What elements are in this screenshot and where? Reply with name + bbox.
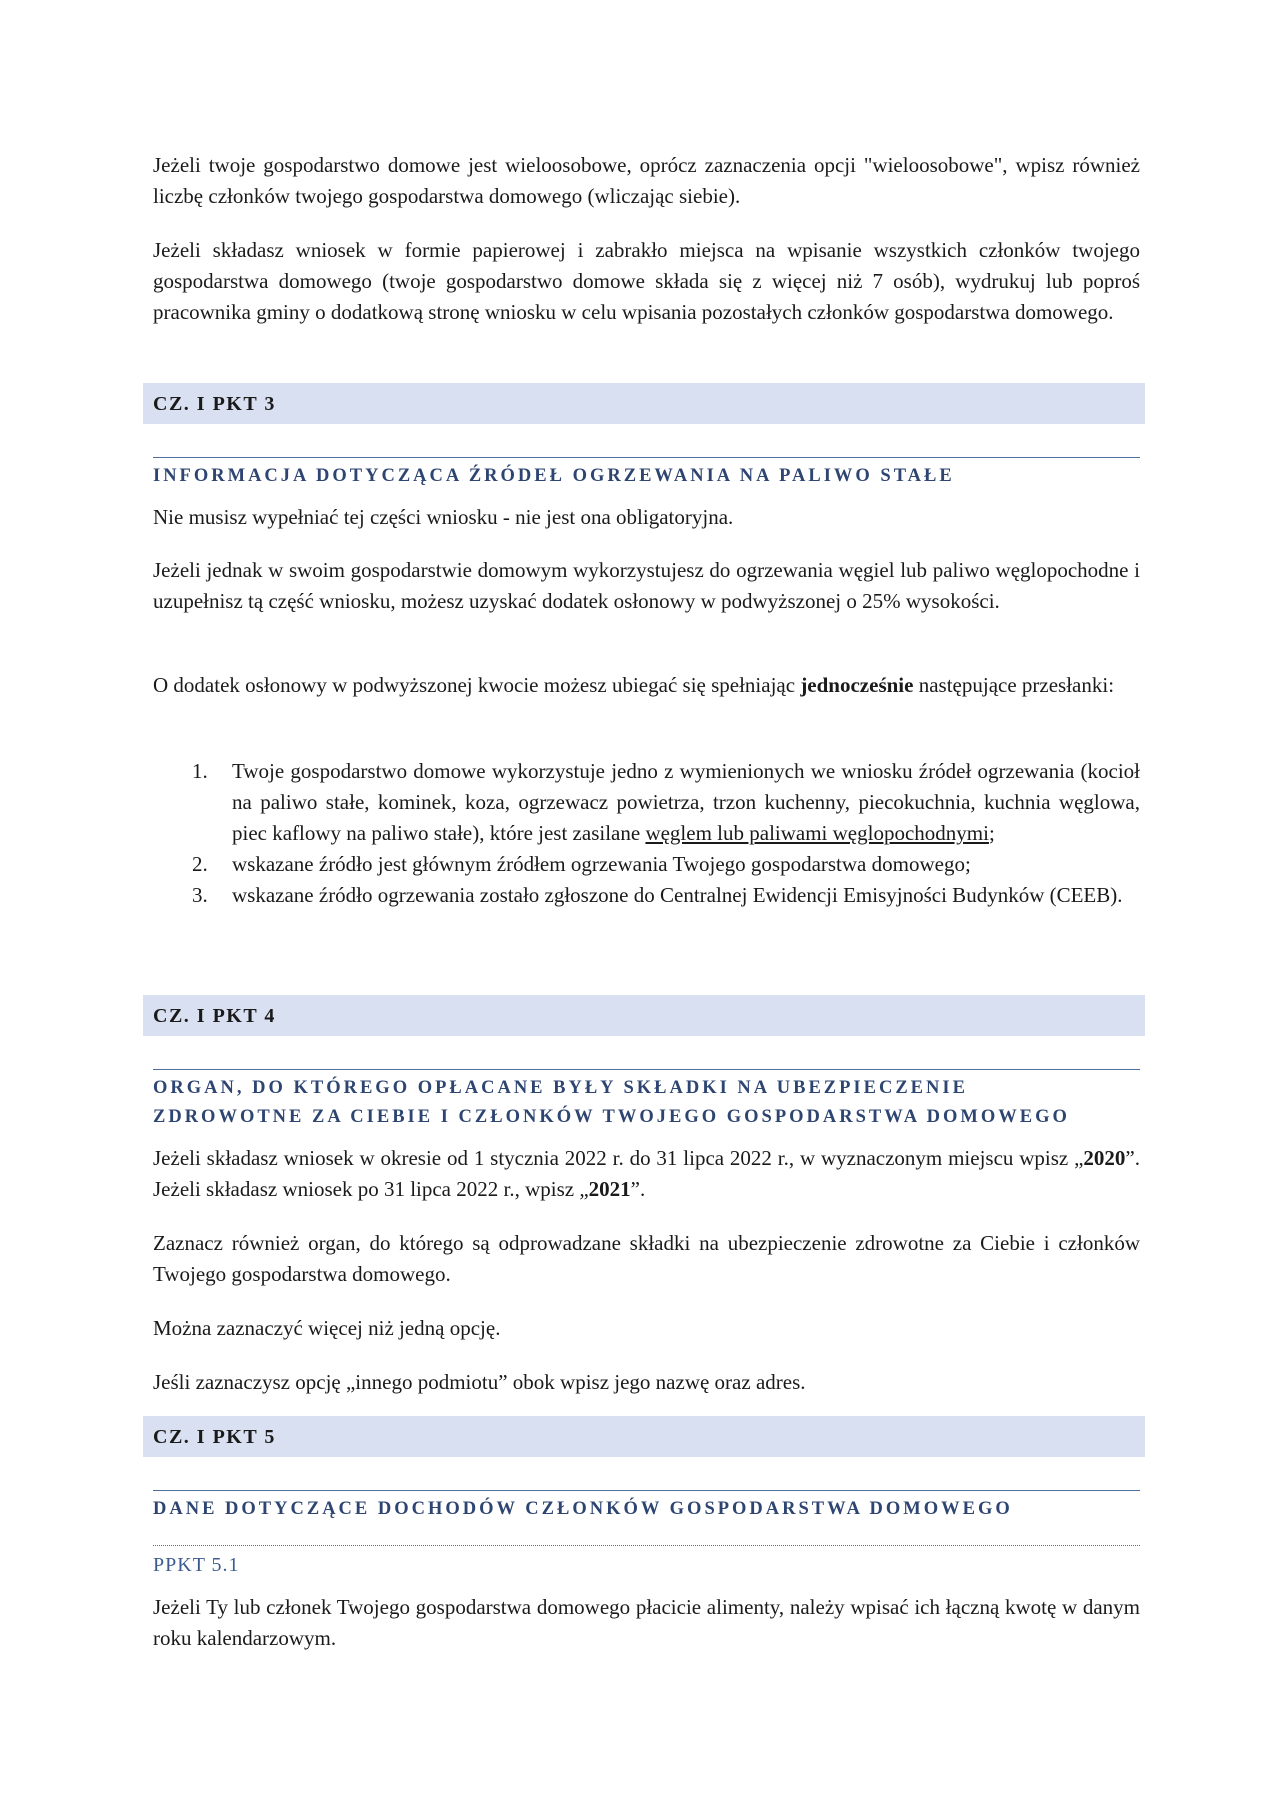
- section4-paragraph-3: Można zaznaczyć więcej niż jedną opcję.: [153, 1316, 501, 1340]
- section-heading-heating: INFORMACJA DOTYCZĄCA ŹRÓDEŁ OGRZEWANIA NA PALIWO STAŁE: [153, 466, 955, 486]
- list-item: [153, 849, 1140, 880]
- list-item: [153, 756, 1140, 849]
- section-band-label: CZ. I PKT 3: [153, 393, 276, 415]
- list-number: 1.: [192, 759, 208, 783]
- list-text: wskazane źródło jest głównym źródłem ogrzewania Twojego gospodarstwa domowego;: [232, 852, 971, 876]
- section-heading-insurance-line-1: ORGAN, DO KTÓREGO OPŁACANE BYŁY SKŁADKI NA UBEZPIECZENIE: [153, 1078, 968, 1098]
- heading-rule: [153, 1069, 1140, 1070]
- section-heading-insurance-line-2: ZDROWOTNE ZA CIEBIE I CZŁONKÓW TWOJEGO GOSPODARSTWA DOMOWEGO: [153, 1107, 1070, 1127]
- section4-paragraph-4: Jeśli zaznaczysz opcję „innego podmiotu” obok wpisz jego nazwę oraz adres.: [153, 1370, 806, 1394]
- text-run: ”.: [630, 1177, 646, 1201]
- section-band-pkt-4: [143, 995, 1145, 1036]
- bold-run: 2021: [588, 1177, 631, 1201]
- intro-paragraph-1: Jeżeli twoje gospodarstwo domowe jest wieloosobowe, oprócz zaznaczenia opcji "wieloosobowe", wpisz również liczbę członków twojego gospodarstwa domowego (wliczając siebie).: [153, 153, 1140, 208]
- list-number: 2.: [192, 852, 208, 876]
- text-run: następujące przesłanki:: [913, 673, 1115, 697]
- section-band-pkt-5: [143, 1416, 1145, 1457]
- section3-paragraph-3: [153, 670, 1140, 701]
- section-heading-income: DANE DOTYCZĄCE DOCHODÓW CZŁONKÓW GOSPODARSTWA DOMOWEGO: [153, 1499, 1013, 1519]
- text-run: Jeżeli składasz wniosek w okresie od 1 stycznia 2022 r. do 31 lipca 2022 r., w wyznaczonym miejscu wpisz „: [153, 1146, 1084, 1170]
- section3-paragraph-1: Nie musisz wypełniać tej części wniosku - nie jest ona obligatoryjna.: [153, 505, 734, 529]
- bold-run: 2020: [1083, 1146, 1126, 1170]
- section5-paragraph-1: Jeżeli Ty lub członek Twojego gospodarstwa domowego płacicie alimenty, należy wpisać ich łączną kwotę w danym roku kalendarzowym.: [153, 1595, 1140, 1650]
- list-item: [153, 880, 1140, 911]
- section3-paragraph-2: Jeżeli jednak w swoim gospodarstwie domowym wykorzystujesz do ogrzewania węgiel lub paliwo węglopochodne i uzupełnisz tą część wniosku, możesz uzyskać dodatek osłonowy w podwyższonej o 25% wysokości.: [153, 558, 1140, 613]
- subheading-dotted-rule: [153, 1545, 1140, 1546]
- heading-rule: [153, 1490, 1140, 1491]
- section4-paragraph-2: Zaznacz również organ, do którego są odprowadzane składki na ubezpieczenie zdrowotne za Ciebie i członków Twojego gospodarstwa domowego.: [153, 1231, 1140, 1286]
- list-text: wskazane źródło ogrzewania zostało zgłoszone do Centralnej Ewidencji Emisyjności Budynków (CEEB).: [232, 883, 1123, 907]
- section-band-label: CZ. I PKT 5: [153, 1426, 276, 1448]
- conditions-list: [153, 756, 1140, 911]
- list-text: ;: [988, 821, 995, 845]
- list-number: 3.: [192, 883, 208, 907]
- bold-run: jednocześnie: [800, 673, 914, 697]
- section-band-pkt-3: [143, 383, 1145, 424]
- subheading-ppkt-5-1: PPKT 5.1: [153, 1554, 240, 1576]
- heading-rule: [153, 457, 1140, 458]
- section4-paragraph-1: [153, 1143, 1140, 1205]
- intro-paragraph-2: Jeżeli składasz wniosek w formie papierowej i zabrakło miejsca na wpisanie wszystkich członków twojego gospodarstwa domowego (twoje gospodarstwo domowe składa się z więcej niż 7 osób), wydrukuj lub poproś pracownika gminy o dodatkową stronę wniosku w celu wpisania pozostałych członków gospodarstwa domowego.: [153, 238, 1140, 324]
- text-run: ”. Jeżeli składasz wniosek po 31 lipca 2022 r., wpisz „: [153, 1146, 1140, 1201]
- text-run: O dodatek osłonowy w podwyższonej kwocie możesz ubiegać się spełniając: [153, 673, 801, 697]
- list-text: Twoje gospodarstwo domowe wykorzystuje jedno z wymienionych we wniosku źródeł ogrzewania (kocioł na paliwo stałe, kominek, koza, ogrzewacz powietrza, trzon kuchenny, piecokuchnia, kuchnia węglowa, piec kaflowy na paliwo stałe), które jest zasilane: [232, 759, 1140, 845]
- section-band-label: CZ. I PKT 4: [153, 1005, 276, 1027]
- underlined-text: węglem lub paliwami węglopochodnymi: [645, 821, 989, 845]
